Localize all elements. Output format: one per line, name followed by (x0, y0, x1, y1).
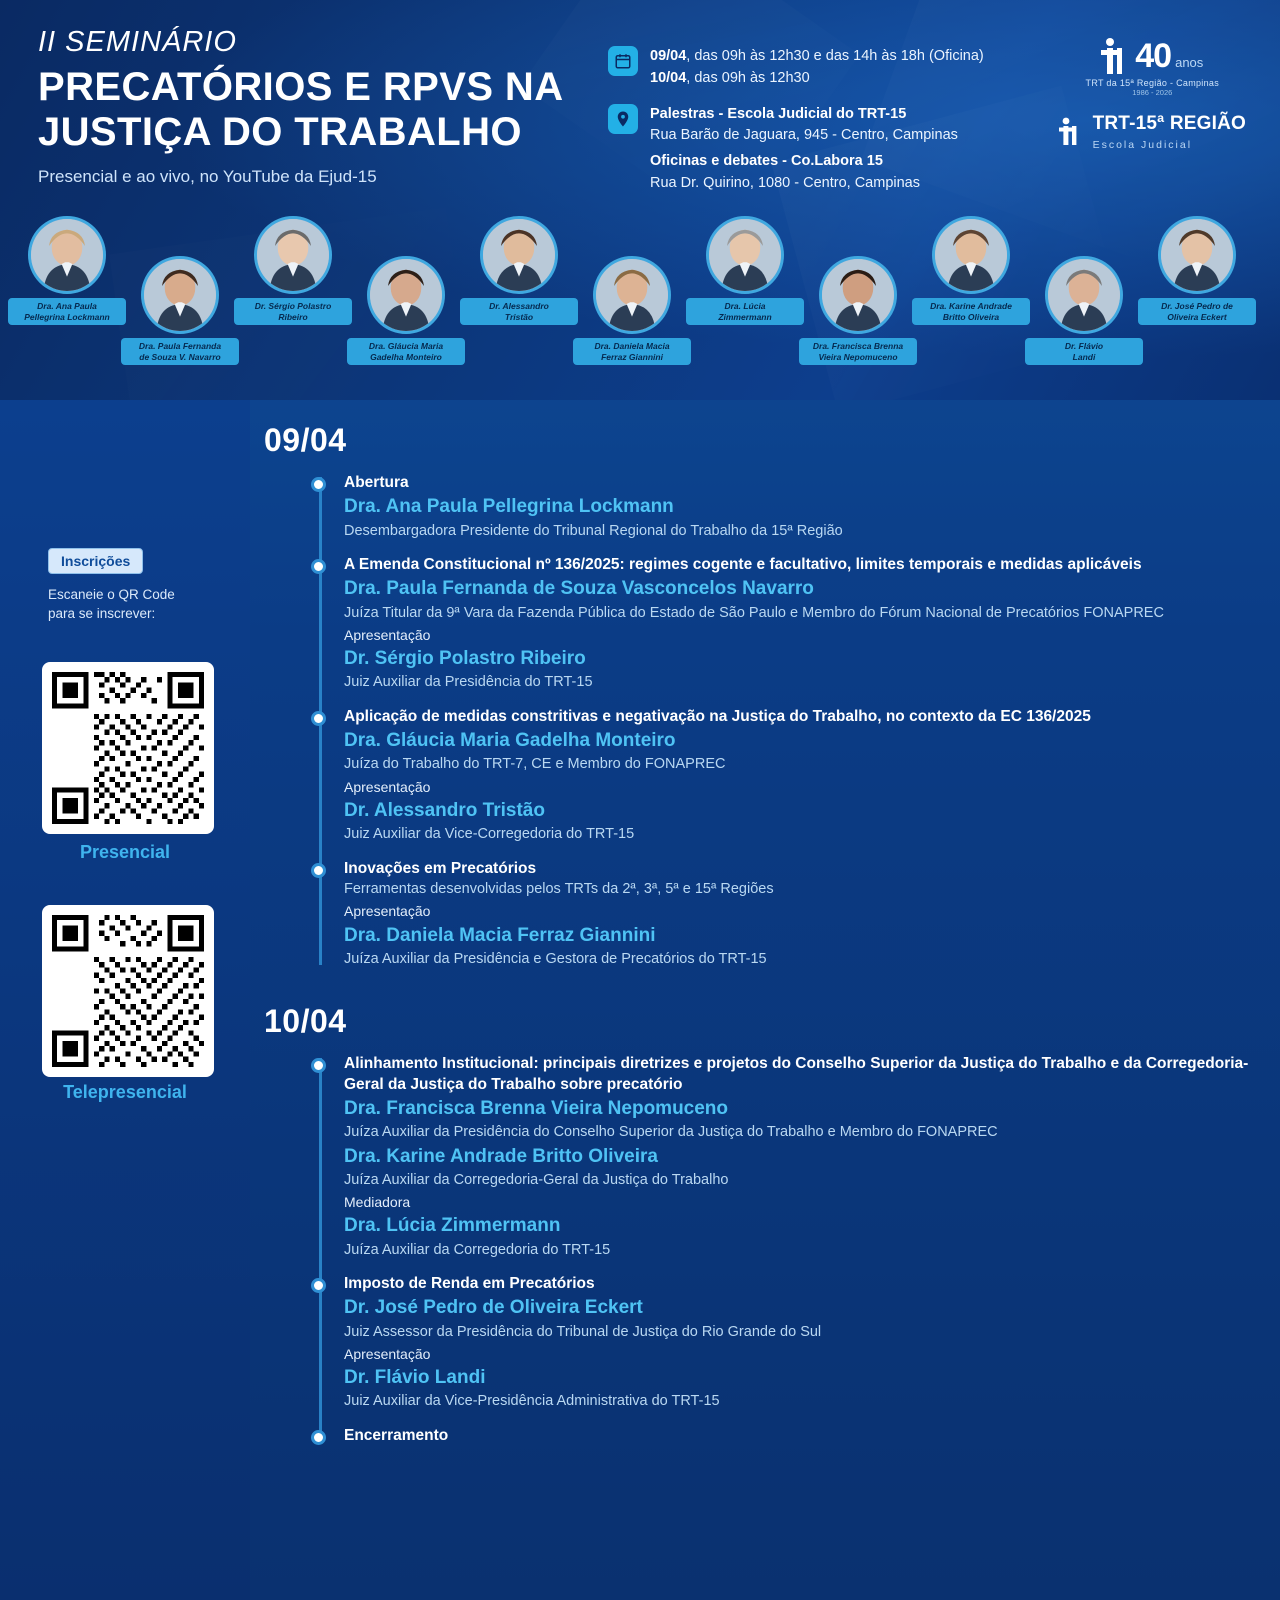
speaker-name: Dra. Gláucia Maria Gadelha Monteiro (347, 338, 465, 365)
event-title-line1: PRECATÓRIOS E RPVS NA (38, 65, 564, 109)
schedule-item-title: Inovações em Precatórios (344, 859, 537, 877)
schedule-speaker-name: Dra. Ana Paula Pellegrina Lockmann (344, 496, 674, 518)
speaker-card (573, 256, 691, 365)
registration-sidebar (0, 400, 250, 1600)
schedule-speaker-name: Dra. Lúcia Zimmermann (344, 1215, 561, 1237)
schedule-timeline (258, 1054, 1280, 1446)
speaker-name: Dra. Karine Andrade Britto Oliveira (912, 298, 1030, 325)
qr-code-telepresencial-image (52, 915, 204, 1067)
speaker-name: Dr. Alessandro Tristão (460, 298, 578, 325)
schedule-speaker-name: Dr. José Pedro de Oliveira Eckert (344, 1297, 643, 1319)
event-location-row (608, 104, 984, 195)
schedule-speaker-name: Dr. Flávio Landi (344, 1367, 486, 1389)
timeline-dot-icon (311, 559, 326, 574)
schedule-speaker-role: Juiz Auxiliar da Presidência do TRT-15 (344, 674, 593, 691)
speaker-name: Dr. José Pedro de Oliveira Eckert (1138, 298, 1256, 325)
schedule-speaker-name: Dra. Paula Fernanda de Souza Vasconcelos Navarro (344, 578, 814, 600)
schedule-item-title: Imposto de Renda em Precatórios (344, 1274, 595, 1292)
speaker-card (912, 216, 1030, 325)
timeline-dot-icon (311, 1278, 326, 1293)
schedule-item (344, 859, 1280, 970)
schedule-day-heading: 09/04 (264, 422, 347, 458)
schedule-day-heading: 10/04 (264, 1003, 347, 1040)
speaker-avatar (141, 256, 219, 334)
schedule-item-title: Abertura (344, 474, 409, 491)
speaker-card (799, 256, 917, 365)
map-pin-icon (608, 104, 638, 134)
trt15-logo-title: TRT-15ª REGIÃO (1092, 113, 1246, 134)
schedule-speaker-role: Ferramentas desenvolvidas pelos TRTs da 2ª, 3ª, 5ª e 15ª Regiões (344, 880, 774, 897)
schedule-item (344, 1274, 1280, 1412)
speaker-card (1025, 256, 1143, 365)
qr-code-presencial-image (52, 672, 204, 824)
schedule-item-tag: Apresentação (344, 1345, 431, 1362)
speaker-avatar (1158, 216, 1236, 294)
registration-badge: Inscrições (48, 548, 143, 574)
schedule-item-tag: Apresentação (344, 626, 431, 643)
anniversary-caption: TRT da 15ª Região - Campinas (1085, 78, 1220, 88)
venue-2-title: Oficinas e debates - Co.Labora 15 (650, 153, 883, 169)
schedule-item-title: Aplicação de medidas constritivas e negativação na Justiça do Trabalho, no contexto da EC 136/2025 (344, 707, 1091, 725)
event-date-line-1 (650, 46, 984, 68)
schedule-speaker-role: Juíza do Trabalho do TRT-7, CE e Membro do FONAPREC (344, 756, 726, 773)
schedule-speaker-role: Juíza Auxiliar da Presidência do Conselho Superior da Justiça do Trabalho e Membro do FONAPREC (344, 1124, 998, 1141)
schedule-speaker-role: Juíza Auxiliar da Presidência e Gestora de Precatórios do TRT-15 (344, 950, 767, 967)
venue-1-title: Palestras - Escola Judicial do TRT-15 (650, 105, 907, 122)
schedule-speaker-name: Dra. Daniela Macia Ferraz Giannini (344, 924, 656, 946)
schedule-item-tag: Apresentação (344, 903, 431, 920)
schedule-speaker-role: Juíza Auxiliar da Corregedoria-Geral da Justiça do Trabalho (344, 1171, 729, 1188)
trt-symbol-icon (1101, 36, 1131, 76)
schedule-speaker-name: Dra. Gláucia Maria Gadelha Monteiro (344, 730, 676, 752)
schedule-item (344, 707, 1280, 845)
schedule-speaker-role: Juíza Titular da 9ª Vara da Fazenda Pública do Estado de São Paulo e Membro do Fórum Nacional de Precatórios FONAPREC (344, 604, 1164, 621)
anniversary-40-logo (1059, 36, 1246, 76)
schedule-speaker-role: Desembargadora Presidente do Tribunal Regional do Trabalho da 15ª Região (344, 522, 843, 539)
speaker-card (8, 216, 126, 325)
schedule-speaker-role: Juiz Auxiliar da Vice-Presidência Administrativa do TRT-15 (344, 1393, 720, 1410)
speaker-avatar (28, 216, 106, 294)
qr-code-presencial[interactable] (42, 662, 214, 834)
poster-header (0, 0, 1280, 400)
speaker-card (347, 256, 465, 365)
schedule-column (258, 400, 1280, 1460)
schedule-speaker-role: Juíza Auxiliar da Corregedoria do TRT-15 (344, 1241, 611, 1258)
event-date-line-2 (650, 68, 984, 90)
speaker-name: Dr. Flávio Landi (1025, 338, 1143, 365)
trt-mark-icon (1059, 116, 1085, 150)
event-info-block (608, 46, 984, 209)
venue-1-address: Rua Barão de Jaguara, 945 - Centro, Campinas (650, 127, 958, 144)
timeline-dot-icon (311, 1430, 326, 1445)
schedule-item-title: Encerramento (344, 1426, 449, 1444)
qr-code-telepresencial[interactable] (42, 905, 214, 1077)
schedule-timeline (258, 473, 1280, 969)
speaker-avatar (367, 256, 445, 334)
speaker-name: Dra. Lúcia Zimmermann (686, 298, 804, 325)
poster-body (0, 400, 1280, 1600)
timeline-dot-icon (311, 1058, 326, 1073)
schedule-item (344, 555, 1280, 693)
schedule-speaker-role: Juiz Auxiliar da Vice-Corregedoria do TRT-15 (344, 826, 635, 843)
speaker-avatar (254, 216, 332, 294)
speaker-card (686, 216, 804, 325)
anniversary-number: 40 (1135, 36, 1172, 75)
event-date-1-detail: , das 09h às 12h30 e das 14h às 18h (Oficina) (686, 48, 984, 64)
trt15-logo-sub: Escola Judicial (1092, 139, 1193, 151)
schedule-item (344, 1054, 1280, 1260)
schedule-item (344, 473, 1280, 541)
speaker-card (1138, 216, 1256, 325)
speaker-name: Dra. Paula Fernanda de Souza V. Navarro (121, 338, 239, 365)
schedule-item (344, 1426, 1280, 1446)
anniversary-word: anos (1175, 54, 1204, 70)
speaker-card (121, 256, 239, 365)
anniversary-years: 1986 - 2026 (1132, 88, 1173, 97)
qr-presencial-label: Presencial (79, 842, 171, 862)
schedule-speaker-name: Dra. Karine Andrade Britto Oliveira (344, 1145, 658, 1167)
speaker-name: Dra. Ana Paula Pellegrina Lockmann (8, 298, 126, 325)
event-dates-row (608, 46, 984, 90)
schedule-speaker-name: Dr. Sérgio Polastro Ribeiro (344, 648, 586, 670)
speaker-card (234, 216, 352, 325)
timeline-dot-icon (311, 711, 326, 726)
venue-2-address: Rua Dr. Quirino, 1080 - Centro, Campinas (650, 174, 920, 191)
speaker-card (460, 216, 578, 325)
trt15-logo (1059, 113, 1246, 153)
timeline-dot-icon (311, 477, 326, 492)
event-subtitle: Presencial e ao vivo, no YouTube da Ejud-15 (38, 167, 377, 187)
event-date-2: 10/04 (650, 69, 687, 86)
schedule-speaker-name: Dra. Francisca Brenna Vieira Nepomuceno (344, 1098, 729, 1119)
logo-group (1059, 36, 1246, 153)
schedule-speaker-name: Dr. Alessandro Tristão (344, 800, 545, 822)
speaker-avatar (819, 256, 897, 334)
speaker-name: Dra. Francisca Brenna Vieira Nepomuceno (799, 338, 917, 365)
title-block (38, 26, 564, 187)
speaker-avatar (706, 216, 784, 294)
qr-telepresencial-label: Telepresencial (63, 1082, 187, 1102)
calendar-icon (608, 46, 638, 76)
event-title-line2: JUSTIÇA DO TRABALHO (38, 110, 522, 155)
schedule-item-title: A Emenda Constitucional nº 136/2025: regimes cogente e facultativo, limites temporais e medidas aplicáveis (344, 555, 1142, 573)
registration-instruction: Escaneie o QR Code para se inscrever: (48, 587, 175, 621)
event-date-2-detail: , das 09h às 12h30 (686, 69, 810, 86)
schedule-speaker-role: Juiz Assessor da Presidência do Tribunal de Justiça do Rio Grande do Sul (344, 1323, 822, 1340)
speaker-avatar (932, 216, 1010, 294)
speaker-portrait-strip (0, 208, 1280, 378)
speaker-avatar (1045, 256, 1123, 334)
speaker-avatar (480, 216, 558, 294)
speaker-avatar (593, 256, 671, 334)
timeline-dot-icon (311, 863, 326, 878)
schedule-item-title: Alinhamento Institucional: principais diretrizes e projetos do Conselho Superior da Justiça do Trabalho e da Corregedoria-Geral da Justiça do Trabalho sobre precatório (344, 1055, 1249, 1093)
event-date-1: 09/04 (650, 48, 687, 64)
schedule-item-tag: Apresentação (344, 778, 431, 795)
speaker-name: Dra. Daniela Macia Ferraz Giannini (573, 338, 691, 365)
event-kicker: II SEMINÁRIO (38, 26, 237, 58)
speaker-name: Dr. Sérgio Polastro Ribeiro (234, 298, 352, 325)
schedule-item-tag: Mediadora (344, 1194, 411, 1211)
